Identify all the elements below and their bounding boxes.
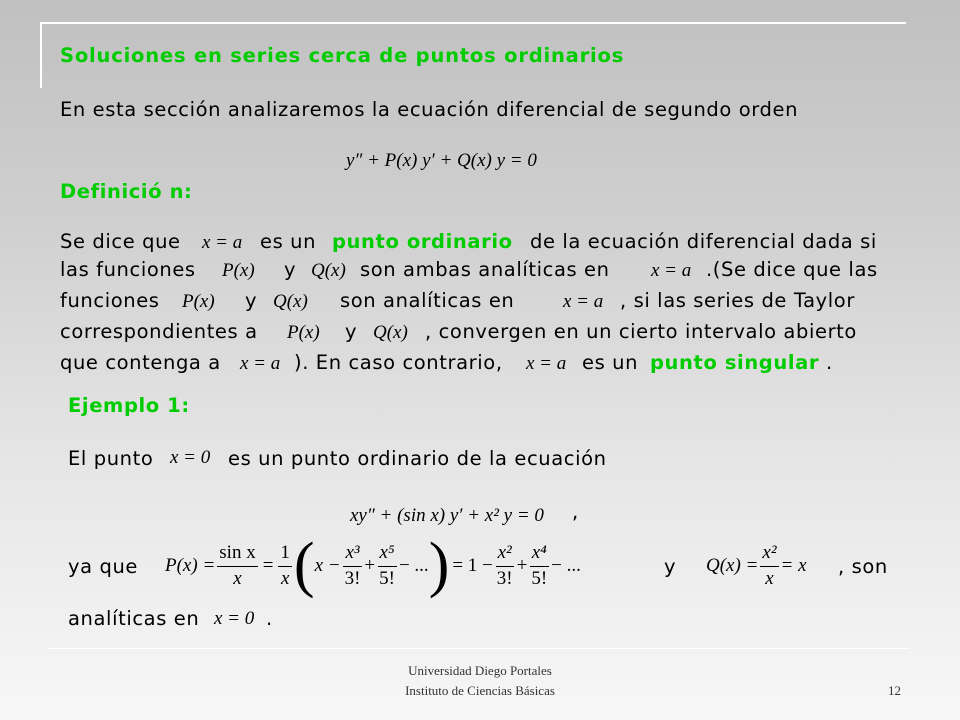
analiticas-math: x = 0 — [214, 608, 255, 629]
paren-open: ( — [293, 531, 315, 600]
frac-num-x3: x³ — [343, 542, 361, 567]
def-l2-b: son ambas analíticas en — [360, 258, 610, 281]
def-l3-b: son analíticas en — [340, 289, 515, 312]
dots-2: − ... — [551, 555, 581, 576]
ex-line1-math: x = 0 — [170, 447, 211, 468]
frac-x4-over-5fact — [529, 542, 549, 591]
def-l2-a: las funciones — [60, 258, 196, 281]
def-l3-Q: Q(x) — [273, 291, 308, 312]
def-l5-d: . — [826, 351, 833, 374]
analiticas-text: analíticas en — [68, 607, 200, 630]
frac-x3-over-3fact — [343, 542, 363, 591]
ex-line1-b: es un punto ordinario de la ecuación — [228, 447, 607, 470]
def-l2-y: y — [284, 258, 297, 281]
punto-ordinario: punto ordinario — [332, 230, 513, 253]
dots-1: − ... — [398, 555, 429, 576]
series-x-minus: x − — [314, 555, 341, 576]
definition-heading: Definició n: — [60, 180, 193, 203]
P-lhs: P(x) = — [165, 555, 216, 576]
frac-x2-over-3fact — [495, 542, 515, 591]
paren-close: ) — [428, 531, 450, 600]
Q-lhs: Q(x) = — [706, 555, 759, 576]
def-l4-Q: Q(x) — [373, 322, 408, 343]
ya-que: ya que — [68, 555, 139, 578]
def-l4-b: , convergen en un cierto intervalo abierto — [425, 320, 857, 343]
ex-line1-a: El punto — [68, 447, 154, 470]
def-l5-c: es un — [582, 351, 639, 374]
page-number: 12 — [888, 683, 901, 698]
footer-institute: Instituto de Ciencias Básicas — [405, 683, 555, 698]
frac-den-x2: x — [280, 567, 290, 589]
def-l4-P: P(x) — [287, 322, 320, 343]
frac-den-5fact: 5! — [379, 567, 395, 589]
def-l5-a: que contenga a — [60, 351, 221, 374]
def-l3-P: P(x) — [182, 291, 215, 312]
def-l1-b: es un — [260, 230, 317, 253]
frac-num-x4: x⁴ — [530, 542, 549, 567]
example-ode-comma: , — [572, 500, 579, 523]
def-l1-math: x = a — [202, 232, 243, 253]
example-heading: Ejemplo 1: — [68, 394, 190, 417]
frac-num-1: 1 — [278, 542, 292, 567]
frac-x5-over-5fact — [377, 542, 397, 591]
def-l3-a: funciones — [60, 289, 160, 312]
punto-singular: punto singular — [650, 351, 820, 374]
def-l1-a: Se dice que — [60, 230, 181, 253]
frac-sinx-over-x — [217, 542, 257, 591]
analiticas-period: . — [266, 607, 273, 630]
frac-1-over-x — [278, 542, 292, 591]
frac-den-x3: x — [765, 567, 774, 589]
def-l3-math: x = a — [563, 291, 604, 312]
def-l4-y: y — [345, 320, 358, 343]
def-l2-math: x = a — [651, 260, 692, 281]
frac-den-3fact-b: 3! — [496, 567, 513, 589]
frac-den-3fact: 3! — [344, 567, 361, 589]
def-l2-P: P(x) — [222, 260, 255, 281]
def-l3-c: , si las series de Taylor — [620, 289, 855, 312]
example-ode: xy″ + (sin x) y′ + x² y = 0 — [350, 505, 544, 526]
frac-num-x2b: x² — [760, 542, 778, 567]
frac-num-x2: x² — [496, 542, 514, 567]
def-l1-c: de la ecuación diferencial dada si — [530, 230, 877, 253]
def-l2-c: .(Se dice que las — [706, 258, 878, 281]
footer-rule — [48, 648, 910, 649]
eq-one-minus: = 1 − — [452, 555, 493, 576]
P-series-expression: P(x) = $\frac{\text{sin x}}{x}$ = $\frac{1}{x}$ ( x − $\frac{\text{x³}}{3!}$ + $\frac{\text{x⁵}}{5!}$ − ... ) = 1 − $\frac{\text{x²}}{3!}$ + $\frac{\text{x⁴}}{5!}$ − ... — [165, 531, 581, 600]
footer-university: Universidad Diego Portales — [408, 663, 552, 678]
def-l5-b: ). En caso contrario, — [294, 351, 503, 374]
eq-x: = x — [780, 555, 807, 576]
son-word: , son — [838, 555, 888, 578]
y-connector: y — [664, 555, 677, 578]
def-l4-a: correspondientes a — [60, 320, 258, 343]
plus-1: + — [364, 555, 376, 576]
frac-num-sinx: sin x — [217, 542, 257, 567]
frac-x2-over-x — [760, 542, 778, 591]
frac-den-5fact-b: 5! — [531, 567, 548, 589]
slide-title: Soluciones en series cerca de puntos ordinarios — [60, 44, 625, 67]
frac-den-x: x — [233, 567, 242, 589]
intro-text: En esta sección analizaremos la ecuación diferencial de segundo orden — [60, 98, 799, 121]
def-l5-math1: x = a — [240, 353, 281, 374]
def-l2-Q: Q(x) — [311, 260, 346, 281]
frame-left-rule — [40, 22, 42, 88]
main-equation: y″ + P(x) y′ + Q(x) y = 0 — [346, 150, 537, 171]
def-l3-y: y — [245, 289, 258, 312]
frac-num-x5: x⁵ — [378, 542, 397, 567]
plus-2: + — [516, 555, 528, 576]
Q-expression — [706, 532, 807, 600]
def-l5-math2: x = a — [526, 353, 567, 374]
frame-top-rule — [40, 22, 906, 24]
